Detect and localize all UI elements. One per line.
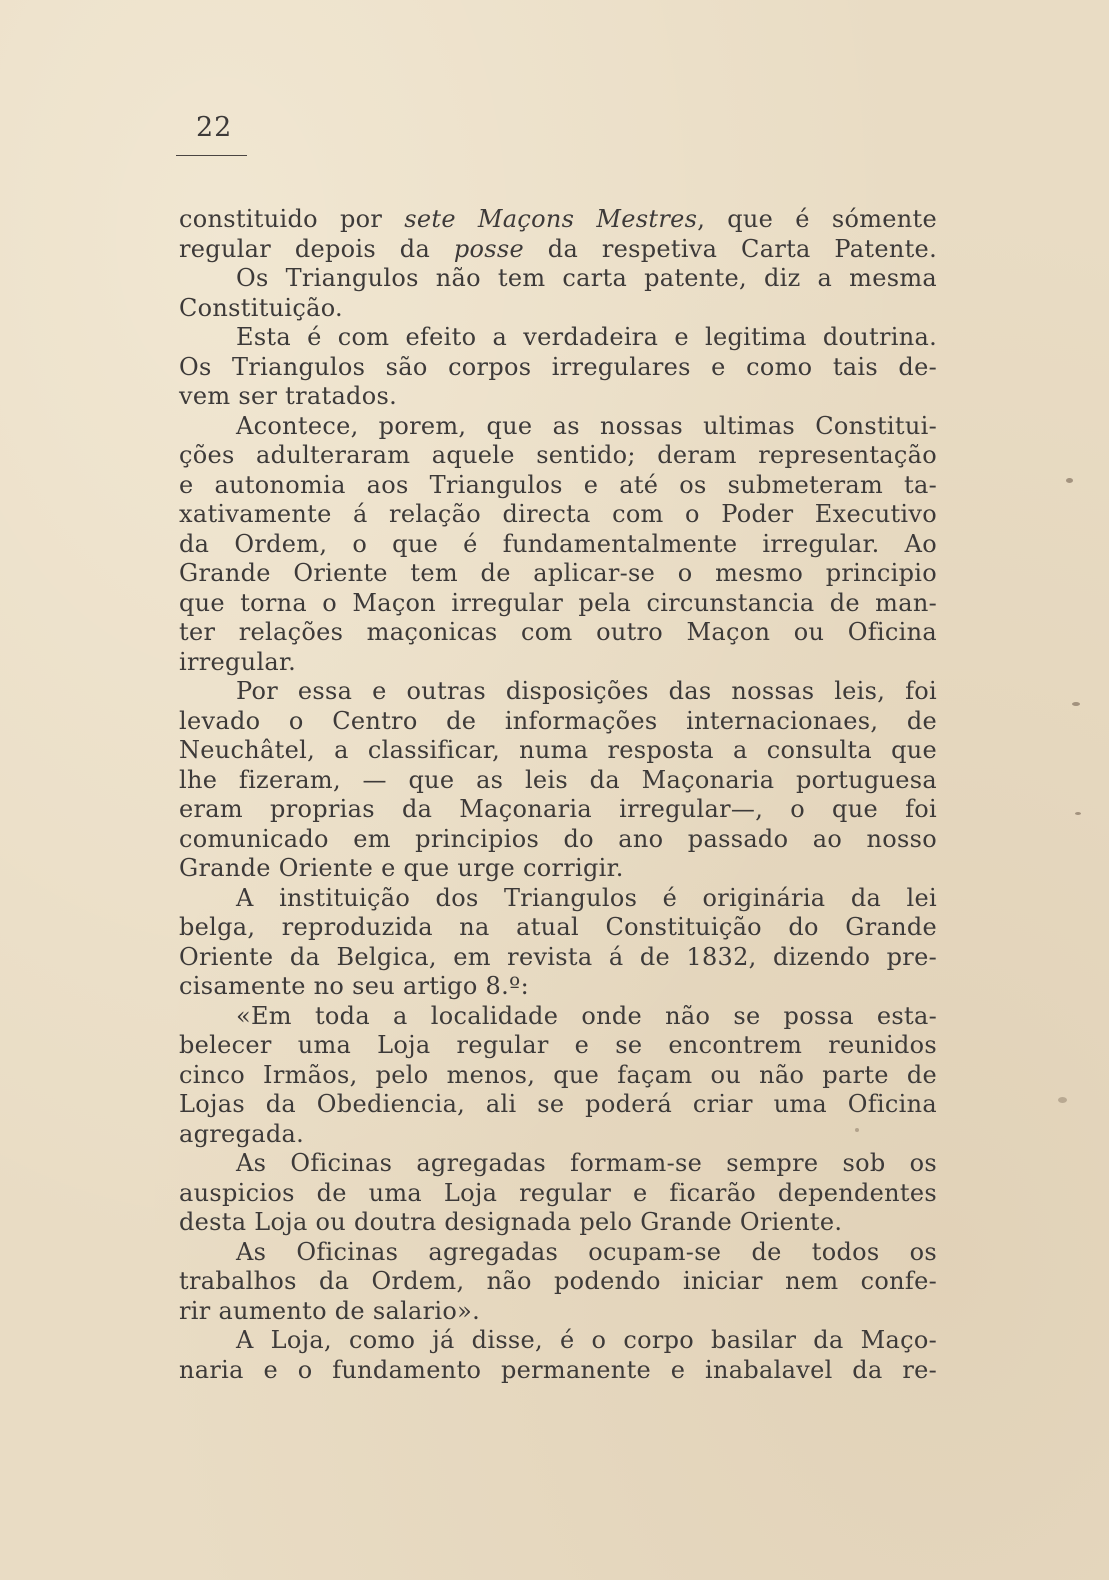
text-segment: , que é sómente — [697, 205, 938, 233]
text-line — [179, 1356, 937, 1386]
text-segment: vem ser tratados. — [179, 382, 398, 410]
text-segment: regular depois da — [179, 234, 454, 263]
text-line — [179, 1179, 937, 1209]
text-line — [179, 943, 937, 973]
text-line — [179, 1031, 937, 1061]
text-line — [179, 795, 937, 825]
text-line — [179, 854, 937, 884]
paper-speck — [855, 1128, 859, 1132]
text-segment: Lojas da Obediencia, ali se poderá criar uma Oficina — [179, 1090, 937, 1118]
text-segment: A Loja, como já disse, é o corpo basilar da Maço- — [236, 1326, 937, 1354]
text-segment: da respetiva Carta Patente. — [524, 234, 937, 263]
text-segment: auspicios de uma Loja regular e ficarão dependentes — [179, 1178, 937, 1207]
body-text — [179, 205, 937, 1385]
text-segment: lhe fizeram, — que as leis da Maçonaria portuguesa — [179, 765, 937, 794]
text-segment: comunicado em principios do ano passado ao nosso — [179, 824, 937, 853]
italic-text: posse — [453, 234, 524, 263]
header-rule — [176, 155, 247, 156]
text-line — [179, 1267, 937, 1297]
text-line — [179, 972, 937, 1002]
text-segment: levado o Centro de informações internacionaes, de — [179, 706, 937, 735]
text-segment: Acontece, porem, que as nossas ultimas Constitui- — [236, 411, 937, 440]
text-segment: cinco Irmãos, pelo menos, que façam ou não parte de — [179, 1060, 937, 1089]
text-line — [179, 825, 937, 855]
paper-speck — [1066, 478, 1073, 483]
text-segment: A instituição dos Triangulos é originária da lei — [236, 883, 937, 912]
text-line — [179, 1002, 937, 1032]
text-line — [179, 1297, 937, 1327]
text-segment: As Oficinas agregadas ocupam-se de todos os — [236, 1237, 937, 1266]
paper-speck — [1075, 812, 1081, 815]
text-line — [179, 559, 937, 589]
text-line — [179, 707, 937, 737]
text-line — [179, 500, 937, 530]
text-line — [179, 323, 937, 353]
text-segment: irregular. — [179, 647, 297, 676]
text-line — [179, 205, 937, 235]
text-line — [179, 884, 937, 914]
text-line — [179, 618, 937, 648]
text-line — [179, 736, 937, 766]
text-line — [179, 1238, 937, 1268]
text-segment: belecer uma Loja regular e se encontrem reunidos — [179, 1031, 937, 1059]
text-line — [179, 648, 937, 678]
text-segment: e autonomia aos Triangulos e até os submeteram ta- — [179, 470, 937, 499]
text-line — [179, 471, 937, 501]
italic-text: sete Maçons Mestres — [404, 205, 698, 233]
text-line — [179, 677, 937, 707]
text-segment: xativamente á relação directa com o Poder Executivo — [179, 500, 937, 528]
text-segment: «Em toda a localidade onde não se possa esta- — [236, 1001, 937, 1030]
text-line — [179, 1090, 937, 1120]
text-segment: ter relações maçonicas com outro Maçon ou Oficina — [179, 618, 937, 646]
text-segment: trabalhos da Ordem, não podendo iniciar nem confe- — [179, 1267, 937, 1295]
text-segment: eram proprias da Maçonaria irregular—, o que foi — [179, 795, 937, 823]
text-line — [179, 1326, 937, 1356]
text-line — [179, 1208, 937, 1238]
text-segment: Os Triangulos não tem carta patente, diz a mesma — [236, 264, 937, 292]
text-segment: da Ordem, o que é fundamentalmente irregular. Ao — [179, 529, 937, 558]
text-segment: Grande Oriente e que urge corrigir. — [179, 854, 624, 882]
text-segment: Neuchâtel, a classificar, numa resposta a consulta que — [179, 736, 937, 764]
text-line — [179, 235, 937, 265]
text-line — [179, 412, 937, 442]
text-segment: cisamente no seu artigo 8.º: — [179, 972, 529, 1000]
text-line — [179, 589, 937, 619]
text-segment: Grande Oriente tem de aplicar-se o mesmo principio — [179, 559, 937, 587]
text-segment: belga, reproduzida na atual Constituição do Grande — [179, 913, 937, 941]
text-segment: Por essa e outras disposições das nossas leis, foi — [236, 677, 937, 705]
text-line — [179, 441, 937, 471]
text-line — [179, 353, 937, 383]
text-segment: Oriente da Belgica, em revista á de 1832, dizendo pre- — [179, 942, 937, 971]
text-segment: naria e o fundamento permanente e inabalavel da re- — [179, 1355, 937, 1384]
paper-speck — [1072, 702, 1080, 706]
text-segment: As Oficinas agregadas formam-se sempre sob os — [236, 1149, 937, 1177]
text-segment: Constituição. — [179, 293, 343, 322]
text-line — [179, 1120, 937, 1150]
text-line — [179, 264, 937, 294]
text-segment: rir aumento de salario». — [179, 1296, 481, 1325]
text-segment: Esta é com efeito a verdadeira e legitima doutrina. — [236, 323, 937, 351]
text-segment: desta Loja ou doutra designada pelo Grande Oriente. — [179, 1208, 843, 1236]
text-segment: que torna o Maçon irregular pela circunstancia de man- — [179, 588, 937, 617]
text-line — [179, 913, 937, 943]
text-line — [179, 530, 937, 560]
text-line — [179, 1149, 937, 1179]
text-line — [179, 1061, 937, 1091]
text-line — [179, 382, 937, 412]
text-segment: ções adulteraram aquele sentido; deram representação — [179, 441, 937, 469]
page-number: 22 — [196, 112, 233, 143]
text-line — [179, 766, 937, 796]
paper-speck — [1058, 1097, 1067, 1103]
text-segment: constituido por — [179, 205, 405, 233]
text-segment: agregada. — [179, 1119, 305, 1148]
text-segment: Os Triangulos são corpos irregulares e como tais de- — [179, 352, 937, 381]
text-line — [179, 294, 937, 324]
